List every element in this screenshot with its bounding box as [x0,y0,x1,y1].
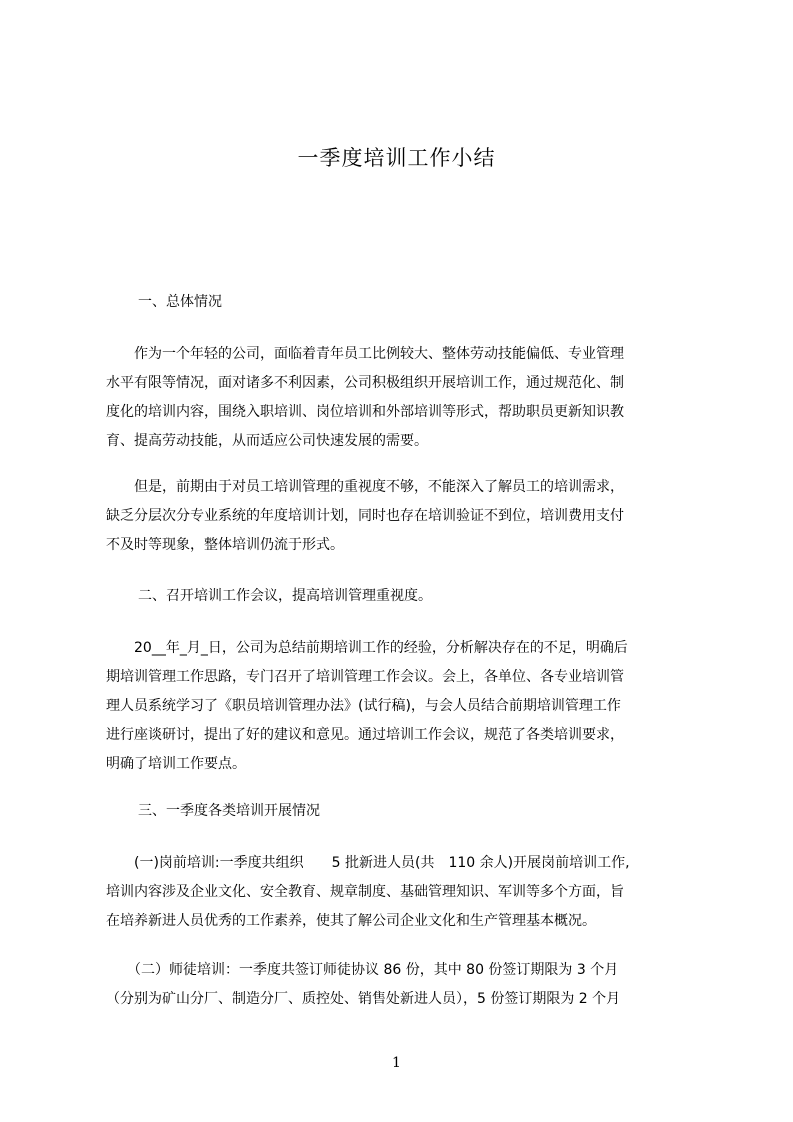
text-line: 但是，前期由于对员工培训管理的重视度不够，不能深入了解员工的培训需求， [106,479,624,495]
text-line: 育、提高劳动技能，从而适应公司快速发展的需要。 [106,433,428,449]
text-line: （二）师徒培训：一季度共签订师徒协议 86 份，其中 80 份签订期限为 3 个月 [106,962,619,978]
text-line: 进行座谈研讨，提出了好的建议和意见。通过培训工作会议，规范了各类培训要求， [106,727,624,743]
text-line: 期培训管理工作思路，专门召开了培训管理工作会议。会上，各单位、各专业培训管 [106,669,624,685]
text-line: 水平有限等情况，面对诸多不利因素，公司积极组织开展培训工作，通过规范化、制 [106,375,624,391]
text-line: 20__年_月_日，公司为总结前期培训工作的经验，分析解决存在的不足，明确后 [106,640,628,656]
paragraph-overview [106,340,701,456]
text-line: 理人员系统学习了《职员培训管理办法》(试行稿)，与会人员结合前期培训管理工作 [106,698,621,714]
text-line: 缺乏分层次分专业系统的年度培训计划，同时也存在培训验证不到位，培训费用支付 [106,508,624,524]
document-title: 一季度培训工作小结 [297,146,496,170]
paragraph-pre-job-training [106,849,701,936]
text-line: 培训内容涉及企业文化、安全教育、规章制度、基础管理知识、军训等多个方面，旨 [106,884,624,900]
section-heading-meeting: 二、召开培训工作会议，提高培训管理重视度。 [138,588,432,604]
paragraph-meeting [106,634,701,779]
paragraph-mentorship-training [106,956,701,1014]
text-line: 度化的培训内容，围绕入职培训、岗位培训和外部培训等形式，帮助职员更新知识教 [106,404,624,420]
section-heading-trainings: 三、一季度各类培训开展情况 [138,803,320,819]
text-line: （分别为矿山分厂、制造分厂、质控处、销售处新进人员），5 份签订期限为 2 个月 [106,991,621,1007]
page-number: 1 [392,1055,401,1071]
text-line: 在培养新进人员优秀的工作素养，使其了解公司企业文化和生产管理基本概况。 [106,913,596,929]
paragraph-problems [106,473,701,560]
text-line: 明确了培训工作要点。 [106,756,246,772]
text-line: 作为一个年轻的公司，面临着青年员工比例较大、整体劳动技能偏低、专业管理 [106,346,624,362]
text-line: 不及时等现象，整体培训仍流于形式。 [106,537,344,553]
section-heading-overview: 一、总体情况 [138,294,222,310]
text-line: (一)岗前培训:一季度共组织 5 批新进人员(共 110 余人)开展岗前培训工作, [106,855,630,871]
